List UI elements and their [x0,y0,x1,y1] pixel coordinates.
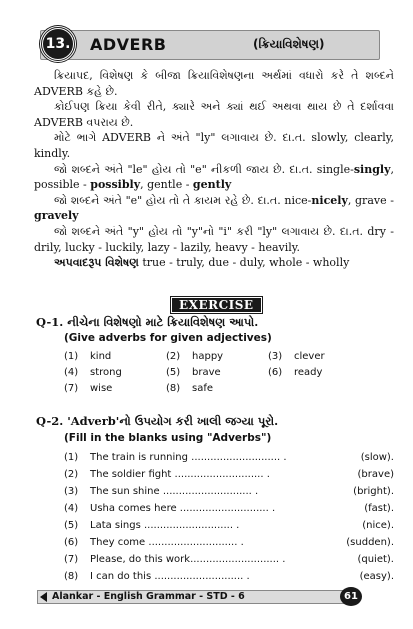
item-number: (1) [64,452,79,463]
adjective-item [268,367,370,378]
chapter-number-badge: 13. [40,26,76,62]
example-word: singly [353,162,391,176]
rule-text: જો શબ્દને અંતે "e" હોય તો તે કાયમ રહે છે. દા.ત. nice- [54,193,312,207]
blank-sentence: I can do this ............................ . [90,571,250,582]
adjective-item [166,367,268,378]
item-number: (8) [166,382,181,394]
item-number: (6) [268,366,283,378]
item-number: (3) [268,350,283,362]
hint-word: (brave) [357,469,394,480]
adjective-word: ready [294,366,323,378]
example-word: possibly [90,178,141,192]
adjective-item [268,351,370,362]
item-number: (6) [64,537,79,548]
exception-text: true - truly, due - duly, whole - wholly [138,256,350,270]
item-number: (2) [166,350,181,362]
intro-section [34,68,394,271]
question-1-title: Q-1. નીચેના વિશેષણો માટે ક્રિયાવિશેષણ આપો. [36,315,259,329]
hint-word: (fast). [364,503,394,514]
item-number: (2) [64,469,79,480]
item-number: (1) [64,350,79,362]
rule-text: , grave - [347,193,394,207]
rule-text: , gentle - [140,178,193,192]
adjective-row [64,364,370,380]
blank-sentence: Usha comes here ............................ . [90,503,276,514]
rule-text: , possible - [34,162,394,192]
intro-paragraph: જો શબ્દને અંતે "y" હોય તો "y"નો "i" કરી "ly" લગાવાય છે. દા.ત. dry - drily, lucky - luckily, lazy - lazily, heavy - heavily. [34,224,394,254]
item-number: (8) [64,571,79,582]
adjective-item [166,351,268,362]
blank-sentence: The sun shine ............................ . [90,486,259,497]
adjective-word: happy [192,350,224,362]
fill-blank-row [64,534,394,551]
chapter-title-gujarati: (ક્રિયાવિશેષણ) [253,37,325,51]
adjective-word: safe [192,382,214,394]
question-1-subtitle: (Give adverbs for given adjectives) [64,332,272,344]
blank-sentence: Lata sings ............................ . [90,520,240,531]
fill-blank-row [64,466,394,483]
hint-word: (quiet). [357,554,394,565]
adjective-word: clever [294,350,325,362]
item-number: (3) [64,486,79,497]
exception-label: અપવાદરૂપ વિશેષણ [54,256,139,270]
adjective-word: strong [90,366,122,378]
example-word: gravely [34,209,79,223]
intro-paragraph [34,255,394,271]
item-number: (5) [64,520,79,531]
blank-sentence: The train is running ............................ . [90,452,287,463]
hint-word: (nice). [362,520,394,531]
item-number: (5) [166,366,181,378]
fill-blanks-list [64,449,394,585]
page-number-badge: 61 [340,587,362,606]
intro-paragraph [34,193,394,224]
hint-word: (slow). [360,452,394,463]
intro-paragraph: મોટે ભાગે ADVERB ને અંતે "ly" લગાવાય છે. દા.ત. slowly, clearly, kindly. [34,131,394,160]
question-2-subtitle: (Fill in the blanks using "Adverbs") [64,432,272,444]
fill-blank-row [64,568,394,585]
adjective-item [64,367,166,378]
adjective-item [64,383,166,394]
adjective-word: kind [90,350,112,362]
adjective-word: brave [192,366,221,378]
fill-blank-row [64,449,394,466]
example-word: gently [192,178,232,192]
intro-paragraph [34,162,394,193]
fill-blank-row [64,483,394,500]
blank-sentence: The soldier fight ............................ . [90,469,270,480]
adjective-item [64,351,166,362]
hint-word: (bright). [353,486,394,497]
adjective-row [64,348,370,364]
fill-blank-row [64,500,394,517]
chapter-title: ADVERB [90,35,167,54]
example-word: nicely [311,193,348,207]
footer-text: Alankar - English Grammar - STD - 6 [52,591,245,602]
item-number: (7) [64,382,79,394]
rule-text: જો શબ્દને અંતે "le" હોય તો "e" નીકળી જાય છે. દા.ત. single- [54,162,354,176]
item-number: (4) [64,503,79,514]
exercise-heading: EXERCISE [170,296,263,314]
intro-paragraph: ક્રિયાપદ, વિશેષણ કે બીજા ક્રિયાવિશેષણના અર્થમાં વધારો કરે તે શબ્દને ADVERB કહે છે. [34,69,394,98]
hint-word: (sudden). [346,537,394,548]
adjective-list [64,348,370,396]
blank-sentence: They come ............................ . [90,537,244,548]
fill-blank-row [64,551,394,568]
item-number: (7) [64,554,79,565]
adjective-row [64,380,370,396]
hint-word: (easy). [359,571,394,582]
adjective-item [166,383,268,394]
blank-sentence: Please, do this work............................ . [90,554,286,565]
intro-paragraph: કોઈપણ ક્રિયા કેવી રીતે, ક્યારે અને ક્યાં થઈ અથવા થાય છે તે દર્શાવવા ADVERB વપરાય છે. [34,100,394,129]
item-number: (4) [64,366,79,378]
adjective-word: wise [90,382,113,394]
arrow-left-icon [40,592,47,602]
fill-blank-row [64,517,394,534]
question-2-title: Q-2. 'Adverb'નો ઉપયોગ કરી ખાલી જગ્યા પૂરો. [36,414,279,428]
